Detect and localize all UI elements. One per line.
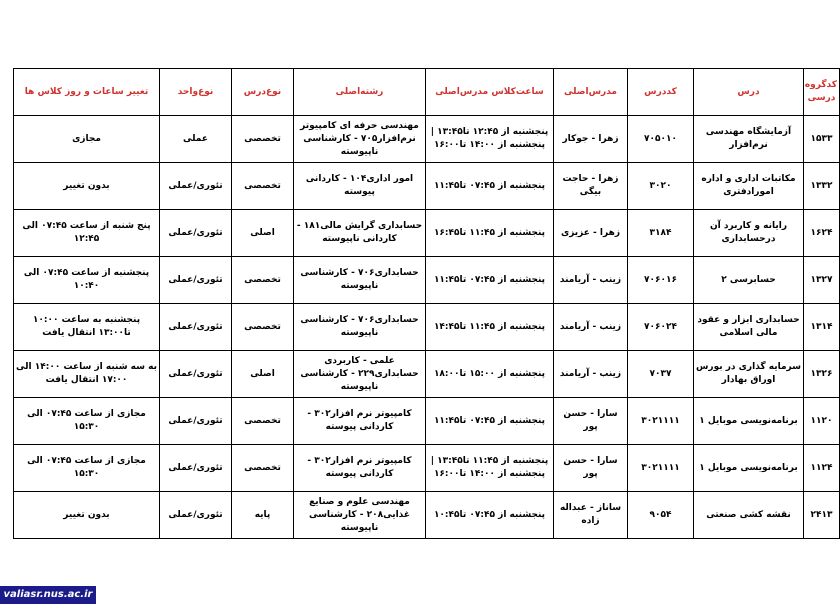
cell-major: مهندسی حرفه ای کامپیوتر نرم‌افزار۷۰۵ - کارشناسی ناپیوسته	[294, 116, 426, 163]
col-schedule-change: تغییر ساعات و روز کلاس ها	[14, 69, 160, 116]
table-row	[14, 257, 840, 304]
cell-course-type: تخصصی	[232, 257, 294, 304]
cell-course: حسابرسی ۲	[694, 257, 804, 304]
table-row	[14, 163, 840, 210]
cell-group-code: ۱۳۲۷	[804, 257, 840, 304]
cell-group-code: ۲۴۱۳	[804, 492, 840, 539]
cell-major: کامپیوتر نرم افزار۳۰۲ - کاردانی پیوسته	[294, 445, 426, 492]
col-major: رشته‌اصلی	[294, 69, 426, 116]
cell-schedule-change: بدون تغییر	[14, 163, 160, 210]
cell-instructor: ساناز - عبداله زاده	[554, 492, 628, 539]
col-class-time: ساعت‌کلاس مدرس‌اصلی	[426, 69, 554, 116]
cell-unit-type: عملی	[160, 116, 232, 163]
cell-major: حسابداری۷۰۶ - کارشناسی ناپیوسته	[294, 257, 426, 304]
cell-major: علمی - کاربردی حسابداری۲۲۹ - کارشناسی ناپیوسته	[294, 351, 426, 398]
cell-course-type: تخصصی	[232, 398, 294, 445]
cell-group-code: ۱۱۲۰	[804, 398, 840, 445]
cell-class-time: پنجشنبه از ۱۵:۰۰ تا۱۸:۰۰	[426, 351, 554, 398]
cell-major: مهندسی علوم و صنایع غذایی۲۰۸ - کارشناسی ناپیوسته	[294, 492, 426, 539]
cell-course: آزمایشگاه مهندسی نرم‌افزار	[694, 116, 804, 163]
cell-group-code: ۱۳۲۶	[804, 351, 840, 398]
cell-course-code: ۳۰۲۱۱۱۱	[628, 398, 694, 445]
cell-major: کامپیوتر نرم افزار۳۰۲ - کاردانی پیوسته	[294, 398, 426, 445]
cell-class-time: پنجشنبه از ۱۱:۴۵ تا۱۶:۴۵	[426, 210, 554, 257]
table-row	[14, 398, 840, 445]
cell-instructor: سارا - حسن پور	[554, 445, 628, 492]
cell-instructor: زینب - آریامند	[554, 351, 628, 398]
cell-course: رایانه و کاربرد آن درحسابداری	[694, 210, 804, 257]
cell-major: حسابداری گرایش مالی۱۸۱ - کاردانی ناپیوسته	[294, 210, 426, 257]
cell-instructor: سارا - حسن پور	[554, 398, 628, 445]
col-group-code: کدگروه درسی	[804, 69, 840, 116]
table-row	[14, 210, 840, 257]
cell-unit-type: تئوری/عملی	[160, 398, 232, 445]
cell-group-code: ۱۱۲۴	[804, 445, 840, 492]
cell-course-type: تخصصی	[232, 116, 294, 163]
cell-schedule-change: پنجشنبه از ساعت ۰۷:۴۵ الی ۱۰:۴۰	[14, 257, 160, 304]
cell-class-time: پنجشنبه از ۰۷:۴۵ تا۱۰:۴۵	[426, 492, 554, 539]
cell-course-type: تخصصی	[232, 163, 294, 210]
cell-instructor: زینب - آریامند	[554, 257, 628, 304]
cell-class-time: پنجشنبه از ۰۷:۴۵ تا۱۱:۴۵	[426, 398, 554, 445]
cell-schedule-change: پنجشنبه به ساعت ۱۰:۰۰ تا۱۳:۰۰ انتقال یافت	[14, 304, 160, 351]
table-row	[14, 116, 840, 163]
cell-group-code: ۱۵۳۳	[804, 116, 840, 163]
cell-major: حسابداری۷۰۶ - کارشناسی ناپیوسته	[294, 304, 426, 351]
cell-major: امور اداری۱۰۴ - کاردانی پیوسته	[294, 163, 426, 210]
schedule-table	[13, 68, 840, 539]
cell-schedule-change: مجازی از ساعت ۰۷:۴۵ الی ۱۵:۳۰	[14, 398, 160, 445]
cell-course-code: ۷۰۳۷	[628, 351, 694, 398]
cell-course-type: تخصصی	[232, 445, 294, 492]
cell-schedule-change: به سه شنبه از ساعت ۱۴:۰۰ الی ۱۷:۰۰ انتقال یافت	[14, 351, 160, 398]
cell-course-type: اصلی	[232, 210, 294, 257]
site-url-footer: valiasr.nus.ac.ir	[0, 586, 96, 604]
cell-course: نقشه کشی صنعتی	[694, 492, 804, 539]
cell-schedule-change: مجازی از ساعت ۰۷:۴۵ الی ۱۵:۳۰	[14, 445, 160, 492]
cell-course-code: ۳۰۲۰	[628, 163, 694, 210]
cell-unit-type: تئوری/عملی	[160, 210, 232, 257]
cell-instructor: زینب - آریامند	[554, 304, 628, 351]
cell-class-time: پنجشنبه از ۰۷:۴۵ تا۱۱:۴۵	[426, 257, 554, 304]
cell-course-code: ۳۱۸۴	[628, 210, 694, 257]
cell-course-type: تخصصی	[232, 304, 294, 351]
cell-course: مکاتبات اداری و اداره امورادفتری	[694, 163, 804, 210]
table-row	[14, 492, 840, 539]
table-header	[14, 69, 840, 116]
table-row	[14, 304, 840, 351]
col-course-code: کددرس	[628, 69, 694, 116]
col-course-type: نوع‌درس	[232, 69, 294, 116]
cell-class-time: پنجشنبه از ۰۷:۴۵ تا۱۱:۴۵	[426, 163, 554, 210]
cell-unit-type: تئوری/عملی	[160, 257, 232, 304]
cell-group-code: ۱۳۱۴	[804, 304, 840, 351]
cell-schedule-change: پنج شنبه از ساعت ۰۷:۴۵ الی ۱۲:۴۵	[14, 210, 160, 257]
cell-unit-type: تئوری/عملی	[160, 304, 232, 351]
col-course: درس	[694, 69, 804, 116]
cell-instructor: زهرا - جوکار	[554, 116, 628, 163]
cell-course-code: ۷۰۶۰۲۴	[628, 304, 694, 351]
cell-instructor: زهرا - حاجت بیگی	[554, 163, 628, 210]
header-row	[14, 69, 840, 116]
cell-group-code: ۱۳۳۲	[804, 163, 840, 210]
cell-course-code: ۷۰۵۰۱۰	[628, 116, 694, 163]
cell-unit-type: تئوری/عملی	[160, 351, 232, 398]
cell-class-time: پنجشنبه از ۱۱:۴۵ تا۱۳:۴۵ | پنجشنبه از ۱۴:۰۰ تا۱۶:۰۰	[426, 445, 554, 492]
cell-class-time: پنجشنبه از ۱۱:۴۵ تا۱۴:۴۵	[426, 304, 554, 351]
cell-course-type: اصلی	[232, 351, 294, 398]
table-row	[14, 351, 840, 398]
cell-unit-type: تئوری/عملی	[160, 163, 232, 210]
cell-course-code: ۹۰۵۴	[628, 492, 694, 539]
col-unit-type: نوع‌واحد	[160, 69, 232, 116]
table-row	[14, 445, 840, 492]
cell-unit-type: تئوری/عملی	[160, 492, 232, 539]
table-body	[14, 116, 840, 539]
cell-group-code: ۱۶۲۴	[804, 210, 840, 257]
cell-schedule-change: بدون تغییر	[14, 492, 160, 539]
cell-course: سرمایه گذاری در بورس اوراق بهادار	[694, 351, 804, 398]
cell-course: حسابداری ابزار و عقود مالی اسلامی	[694, 304, 804, 351]
cell-course: برنامه‌نویسی موبایل ۱	[694, 398, 804, 445]
cell-course-code: ۷۰۶۰۱۶	[628, 257, 694, 304]
cell-course: برنامه‌نویسی موبایل ۱	[694, 445, 804, 492]
cell-course-type: پایه	[232, 492, 294, 539]
cell-class-time: پنجشنبه از ۱۲:۴۵ تا۱۳:۴۵ | پنجشنبه از ۱۴:۰۰ تا۱۶:۰۰	[426, 116, 554, 163]
cell-schedule-change: مجازی	[14, 116, 160, 163]
cell-unit-type: تئوری/عملی	[160, 445, 232, 492]
col-instructor: مدرس‌اصلی	[554, 69, 628, 116]
cell-instructor: زهرا - عزیزی	[554, 210, 628, 257]
cell-course-code: ۳۰۲۱۱۱۱	[628, 445, 694, 492]
